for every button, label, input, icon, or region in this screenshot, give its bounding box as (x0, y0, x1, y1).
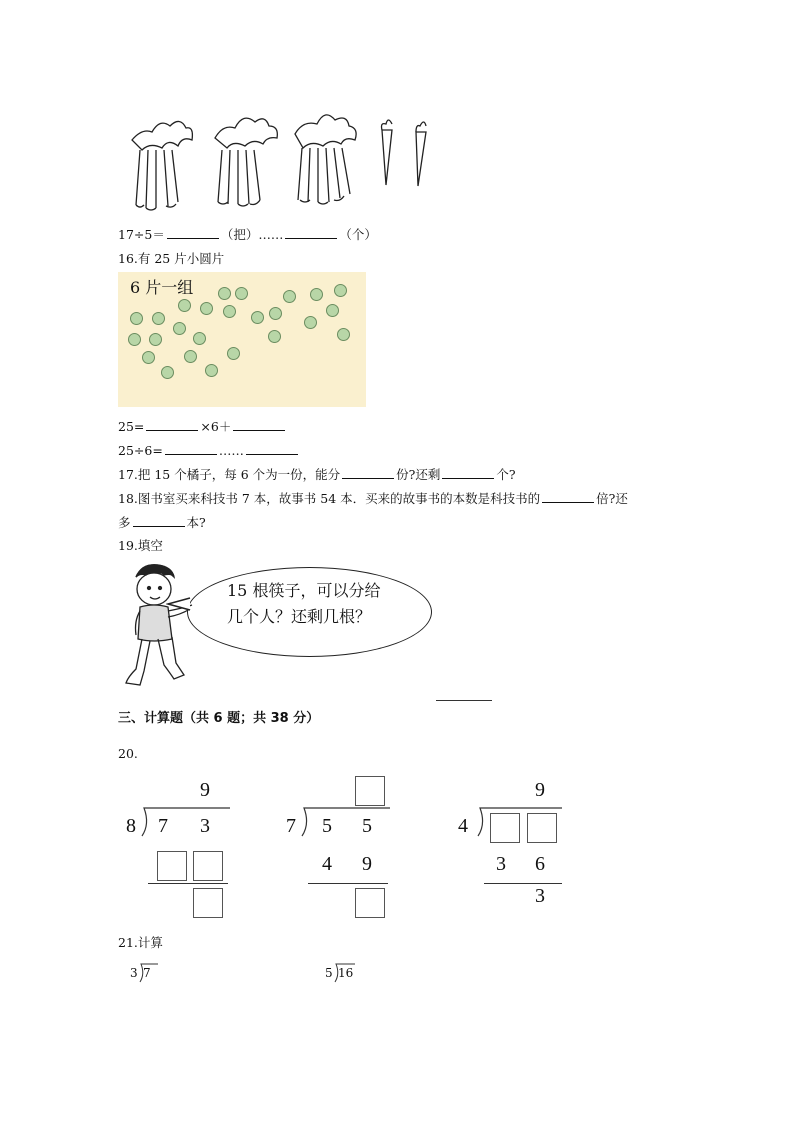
subtraction-line (308, 883, 388, 884)
q18-text-d: 本? (186, 515, 206, 530)
q16-line2-left: 25÷6= (118, 443, 163, 458)
dot (128, 333, 141, 346)
bubble-tail-icon (166, 592, 192, 616)
dot (269, 307, 282, 320)
dot (223, 305, 236, 318)
q18-line2 (118, 514, 206, 531)
answer-blank[interactable] (146, 418, 198, 431)
dot (326, 304, 339, 317)
subtraction-line (148, 883, 228, 884)
q16-line2-mid: …… (218, 443, 244, 458)
q21-title: 21.计算 (118, 935, 163, 950)
q18-text-a: 18.图书室买来科技书 7 本，故事书 54 本．买来的故事书的本数是科技书的 (118, 491, 541, 506)
answer-blank[interactable] (165, 442, 217, 455)
dot (304, 316, 317, 329)
speech-line1: 15 根筷子，可以分给 (227, 581, 381, 600)
subtrahend-digit: 9 (362, 853, 372, 875)
dot (235, 287, 248, 300)
group-label: 6 片一组 (130, 278, 194, 297)
q17-text-c: 个? (496, 467, 516, 482)
q16-line1-left: 25= (118, 419, 145, 434)
q17 (118, 466, 516, 483)
q16-line1-mid: ×6＋ (200, 419, 232, 434)
q17-text-a: 17.把 15 个橘子，每 6 个为一份，能分 (118, 467, 341, 482)
dividend-digit: 7 (158, 815, 168, 837)
dividend: 7 (143, 966, 151, 980)
answer-blank[interactable] (233, 418, 285, 431)
q18-line1 (118, 490, 628, 507)
answer-blank[interactable] (436, 700, 492, 701)
divisor: 5 (325, 966, 333, 980)
dot (227, 347, 240, 360)
dots-picture (118, 272, 366, 407)
dividend-digit: 5 (322, 815, 332, 837)
answer-blank[interactable] (133, 514, 185, 527)
dividend-digit: 3 (200, 815, 210, 837)
subtrahend-digit: 6 (535, 853, 545, 875)
dot (200, 302, 213, 315)
divisor: 4 (458, 815, 468, 837)
q16-line1 (118, 418, 287, 435)
subtrahend-digit: 3 (496, 853, 506, 875)
dot (205, 364, 218, 377)
radish-bunches-icon (120, 100, 440, 212)
subtrahend-digit: 4 (322, 853, 332, 875)
answer-box[interactable] (193, 851, 223, 881)
subtraction-line (484, 883, 562, 884)
answer-blank[interactable] (285, 226, 337, 239)
q17-text-b: 份?还剩 (396, 467, 441, 482)
speech-text (227, 578, 380, 630)
dot (251, 311, 264, 324)
q15-unit2: （个） (339, 227, 377, 242)
dot (149, 333, 162, 346)
quotient-digit: 9 (200, 779, 210, 801)
q16-title: 16.有 25 片小圆片 (118, 251, 225, 266)
speech-line2: 几个人？还剩几根？ (227, 607, 372, 626)
divisor: 8 (126, 815, 136, 837)
q15-expr: 17÷5＝ (118, 227, 165, 242)
dividend-digit: 5 (362, 815, 372, 837)
answer-blank[interactable] (246, 442, 298, 455)
dot (334, 284, 347, 297)
answer-box[interactable] (157, 851, 187, 881)
answer-blank[interactable] (542, 490, 594, 503)
dot (268, 330, 281, 343)
dot (130, 312, 143, 325)
remainder-digit: 3 (535, 885, 545, 907)
dot (173, 322, 186, 335)
divisor: 3 (130, 966, 138, 980)
divisor: 7 (286, 815, 296, 837)
q18-text-b: 倍?还 (596, 491, 628, 506)
q19-title: 19.填空 (118, 538, 163, 553)
dot (310, 288, 323, 301)
quotient-digit: 9 (535, 779, 545, 801)
q18-text-c: 多 (118, 515, 131, 530)
dot (337, 328, 350, 341)
dot (283, 290, 296, 303)
q15-unit1: （把）…… (220, 227, 284, 242)
dot (218, 287, 231, 300)
answer-box[interactable] (355, 888, 385, 918)
division-bracket-icon (300, 806, 392, 838)
section-title: 三、计算题（共 6 题；共 38 分） (118, 711, 320, 726)
answer-box[interactable] (355, 776, 385, 806)
answer-box[interactable] (527, 813, 557, 843)
division-bracket-icon (140, 806, 232, 838)
answer-blank[interactable] (442, 466, 494, 479)
boy-pointing-icon (118, 563, 198, 693)
dot (178, 299, 191, 312)
q15-equation (118, 226, 377, 243)
dot (193, 332, 206, 345)
dot (152, 312, 165, 325)
answer-box[interactable] (193, 888, 223, 918)
dividend: 16 (338, 966, 354, 980)
answer-box[interactable] (490, 813, 520, 843)
q16-line2 (118, 442, 300, 459)
dot (161, 366, 174, 379)
answer-blank[interactable] (167, 226, 219, 239)
dot (184, 350, 197, 363)
answer-blank[interactable] (342, 466, 394, 479)
dot (142, 351, 155, 364)
q20-label: 20. (118, 746, 138, 761)
